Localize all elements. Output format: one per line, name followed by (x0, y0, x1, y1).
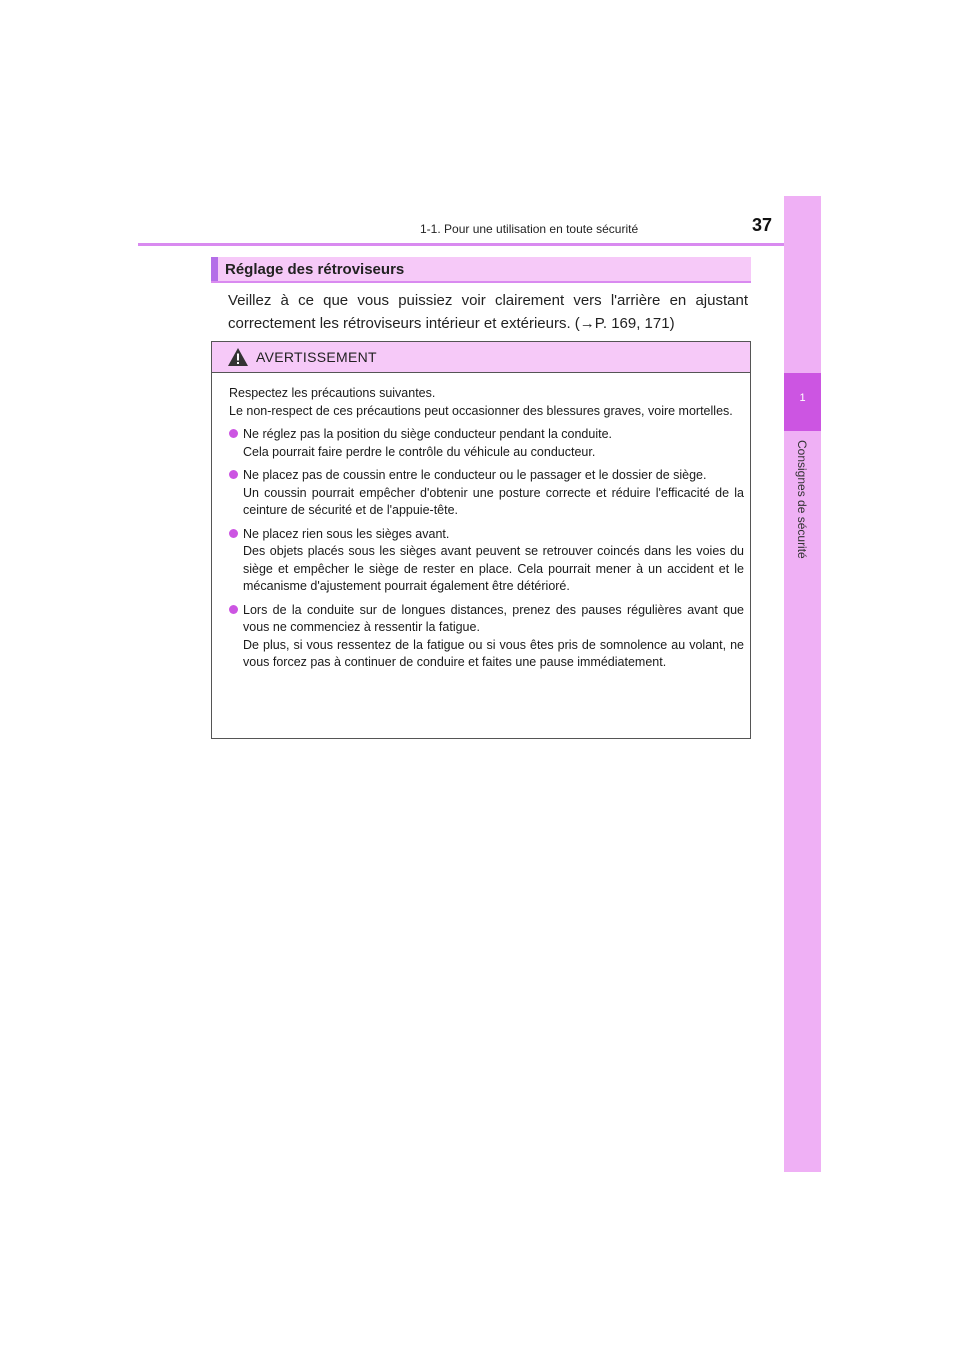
bullet-icon (229, 605, 238, 614)
warning-list (229, 426, 744, 672)
list-item (229, 467, 744, 520)
bullet-icon (229, 529, 238, 538)
list-item-text: Cela pourrait faire perdre le contrôle du véhicule au conducteur. (243, 444, 596, 459)
warning-body (229, 385, 744, 678)
list-item-text: Un coussin pourrait empêcher d'obtenir une posture correcte et réduire l'efficacité de la ceinture de sécurité et de l'appuie-tête. (243, 485, 744, 517)
warning-triangle-icon (227, 347, 249, 367)
chapter-label-text: Consignes de sécurité (795, 440, 809, 559)
list-item-text: De plus, si vous ressentez de la fatigue ou si vous êtes pris de somnolence au volant, ne vous forcez pas à continuer de conduire et faites une pause immédiatement. (243, 637, 744, 669)
section-intro: Veillez à ce que vous puissiez voir clairement vers l'arrière en ajustant correctement les rétroviseurs intérieur et extérieurs. (→P. 169, 171) (228, 292, 748, 332)
chapter-number: 1 (799, 392, 806, 404)
list-item (229, 426, 744, 461)
warning-intro-line1: Respectez les précautions suivantes. (229, 386, 436, 400)
warning-intro-line2: Le non-respect de ces précautions peut occasionner des blessures graves, voire mortelles. (229, 403, 733, 418)
list-item-title: Ne placez pas de coussin entre le conducteur ou le passager et le dossier de siège. (243, 468, 707, 482)
list-item (229, 526, 744, 596)
list-item-text: Des objets placés sous les sièges avant peuvent se retrouver coincés dans les voies du siège et empêcher le siège de rester en place. Cela pourrait mener à un accident et le mécanisme d'ajustement pourrait également être détérioré. (243, 544, 744, 593)
list-item (229, 602, 744, 672)
header-divider (138, 243, 821, 246)
warning-header (212, 342, 750, 373)
warning-box (211, 341, 751, 739)
list-item-title: Ne placez rien sous les sièges avant. (243, 526, 450, 541)
bullet-icon (229, 470, 238, 479)
chapter-side-tab (784, 196, 821, 1172)
section-heading-text: Réglage des rétroviseurs (225, 261, 405, 278)
list-item-title: Ne réglez pas la position du siège conducteur pendant la conduite. (243, 427, 613, 441)
section-heading (211, 257, 751, 283)
list-item-title: Lors de la conduite sur de longues distances, prenez des pauses régulières avant que vous ne commenciez à ressentir la fatigue. (243, 602, 744, 634)
running-header-title: 1-1. Pour une utilisation en toute sécurité (420, 222, 639, 236)
bullet-icon (229, 429, 238, 438)
warning-title: AVERTISSEMENT (256, 349, 377, 365)
page-number: 37 (752, 215, 773, 235)
